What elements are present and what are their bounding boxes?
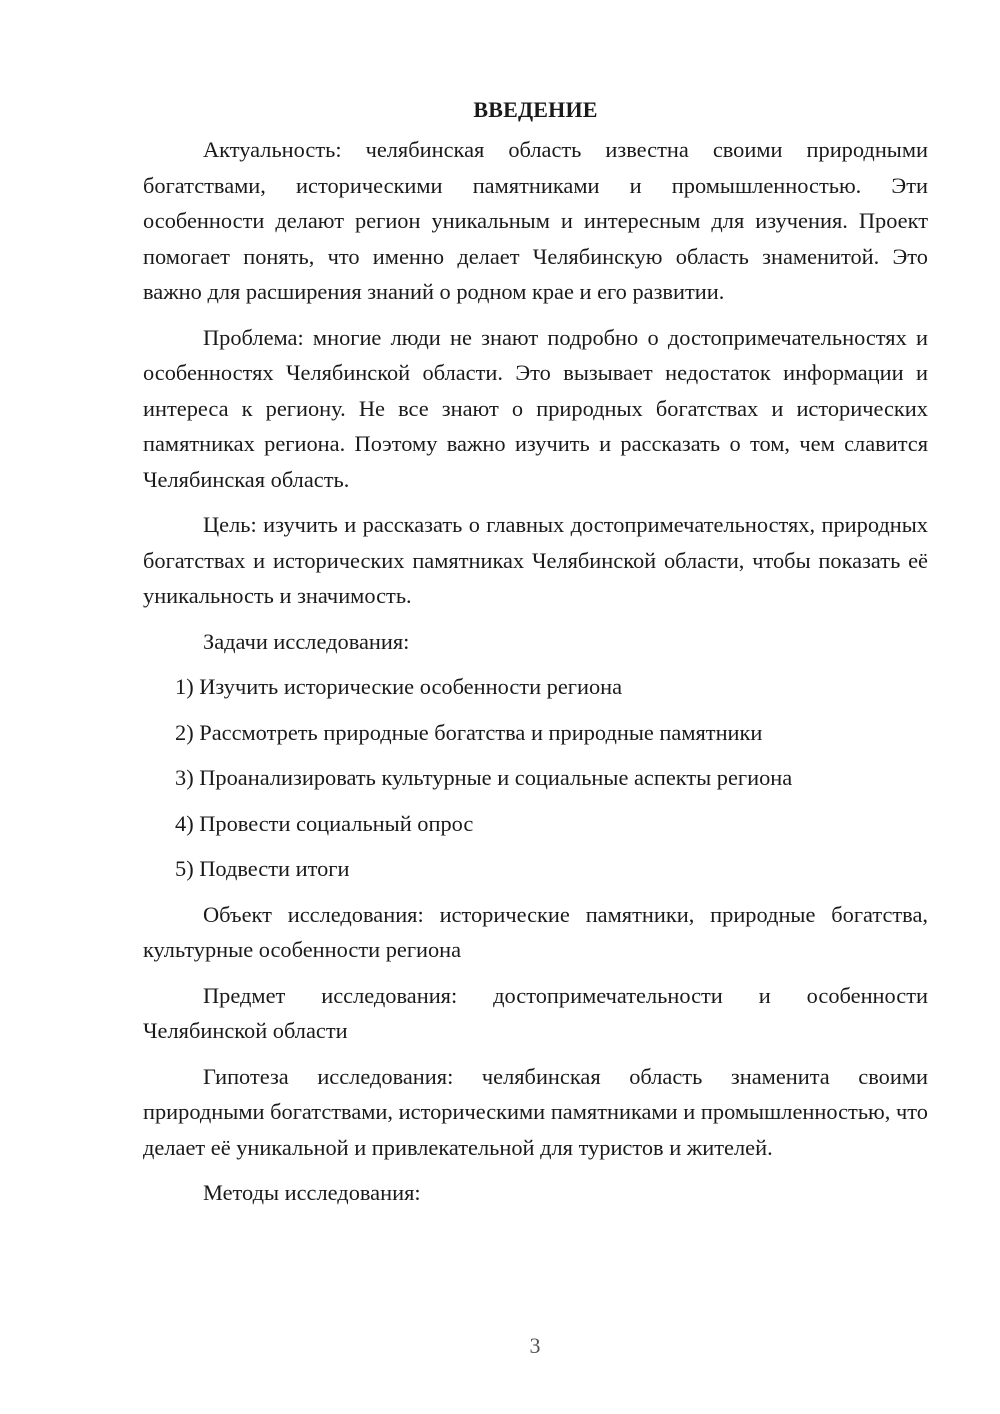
task-item: 2) Рассмотреть природные богатства и природные памятники xyxy=(175,719,763,745)
section-heading: ВВЕДЕНИЕ xyxy=(473,97,598,122)
object-paragraph: Объект исследования: исторические памятники, природные богатства, культурные особенности региона xyxy=(143,901,928,962)
tasks-list xyxy=(143,669,928,887)
goal-paragraph: Цель: изучить и рассказать о главных достопримечательностях, природных богатствах и исторических памятниках Челябинской области, чтобы показать её уникальность и значимость. xyxy=(143,512,928,608)
relevance-paragraph: Актуальность: челябинская область известна своими природными богатствами, историческими памятниками и промышленностью. Эти особенности делают регион уникальным и интересным для изучения. Проект помогает понять, что именно делает Челябинскую область знаменитой. Это важно для расширения знаний о родном крае и его развитии. xyxy=(143,137,928,304)
document-page xyxy=(143,92,928,1221)
hypothesis-paragraph: Гипотеза исследования: челябинская область знаменита своими природными богатствами, историческими памятниками и промышленностью, что делает её уникальной и привлекательной для туристов и жителей. xyxy=(143,1063,928,1160)
task-item: 4) Провести социальный опрос xyxy=(175,810,474,836)
page-number: 3 xyxy=(529,1333,541,1358)
task-item: 1) Изучить исторические особенности региона xyxy=(175,674,623,699)
task-item: 3) Проанализировать культурные и социальные аспекты региона xyxy=(175,765,793,790)
methods-label: Методы исследования: xyxy=(203,1180,421,1205)
task-item: 5) Подвести итоги xyxy=(175,856,350,881)
tasks-label: Задачи исследования: xyxy=(203,628,410,654)
subject-paragraph: Предмет исследования: достопримечательности и особенности Челябинской области xyxy=(143,982,928,1043)
problem-paragraph: Проблема: многие люди не знают подробно о достопримечательностях и особенностях Челябинской области. Это вызывает недостаток информации и интереса к региону. Не все знают о природных богатствах и исторических памятниках региона. Поэтому важно изучить и рассказать о том, чем славится Челябинская область. xyxy=(143,324,928,492)
